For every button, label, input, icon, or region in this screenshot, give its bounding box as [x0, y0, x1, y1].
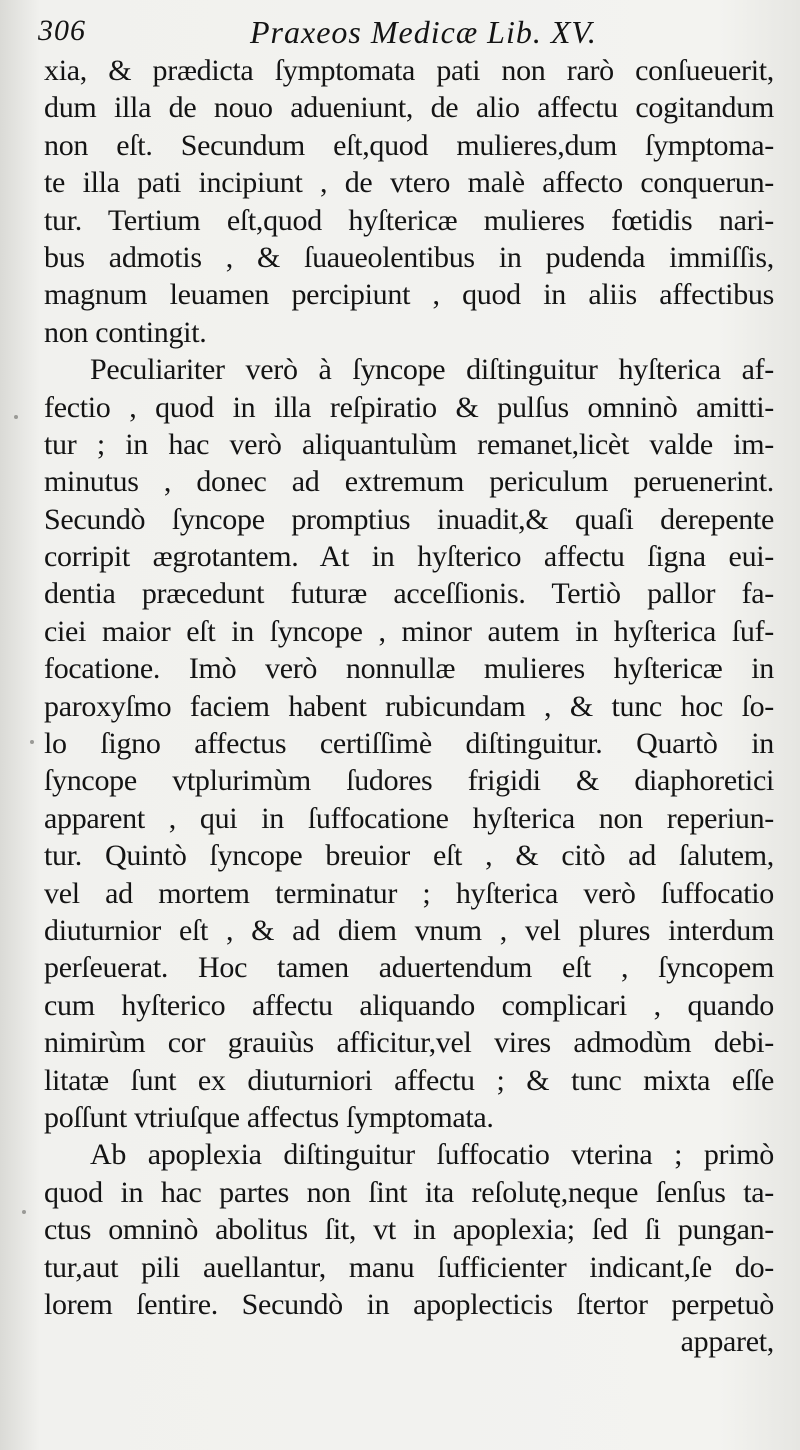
print-speck: [14, 415, 18, 419]
text-line: focatione. Imò verò nonnullæ mulieres hyſtericæ in: [44, 652, 774, 686]
text-line: dum illa de nouo adueniunt, de alio affectu cogitandum: [44, 91, 774, 125]
body-text: [44, 52, 774, 1361]
text-line: Ab apoplexia diſtinguitur ſuffocatio vterina ; primò: [90, 1138, 774, 1172]
text-line: diuturnior eſt , & ad diem vnum , vel plures interdum: [44, 913, 774, 947]
text-line: Peculiariter verò à ſyncope diſtinguitur hyſterica af-: [90, 353, 774, 387]
text-line: xia, & prædicta ſymptomata pati non rarò conſueuerit,: [44, 54, 774, 87]
text-line: tur,aut pili auellantur, manu ſufficienter indicant,ſe do-: [44, 1250, 774, 1284]
text-line: quod in hac partes non ſint ita reſolutę,neque ſenſus ta-: [44, 1175, 774, 1209]
page-header: [38, 14, 778, 54]
text-line: ciei maior eſt in ſyncope , minor autem in hyſterica ſuf-: [44, 614, 774, 648]
text-line: tur. Tertium eſt,quod hyſtericæ mulieres fœtidis nari-: [44, 203, 774, 237]
text-line: vel ad mortem terminatur ; hyſterica verò ſuffocatio: [44, 876, 774, 910]
text-line: non contingit.: [44, 315, 207, 349]
text-line: dentia præcedunt futuræ acceſſionis. Tertiò pallor fa-: [44, 577, 774, 611]
text-line: lo ſigno affectus certiſſimè diſtinguitur. Quartò in: [44, 727, 774, 761]
text-line: bus admotis , & ſuaueolentibus in pudenda immiſſis,: [44, 240, 774, 274]
text-line: perſeuerat. Hoc tamen aduertendum eſt , ſyncopem: [44, 951, 774, 985]
text-line: ctus omninò abolitus ſit, vt in apoplexia; ſed ſi pungan-: [44, 1213, 774, 1247]
text-line: lorem ſentire. Secundò in apoplecticis ſtertor perpetuò: [44, 1287, 774, 1321]
text-line: minutus , donec ad extremum periculum peruenerint.: [44, 465, 774, 499]
text-line: corripit ægrotantem. At in hyſterico affectu ſigna eui-: [44, 540, 774, 574]
text-line: litatæ ſunt ex diuturniori affectu ; & tunc mixta eſſe: [44, 1063, 774, 1097]
print-speck: [30, 740, 34, 744]
text-line: te illa pati incipiunt , de vtero malè affecto conquerun-: [44, 166, 774, 200]
text-line: ſyncope vtplurimùm ſudores frigidi & diaphoretici: [44, 764, 774, 798]
catchword: apparet,: [680, 1325, 774, 1359]
print-speck: [22, 1210, 26, 1214]
text-line: non eſt. Secundum eſt,quod mulieres,dum ſymptoma-: [44, 128, 774, 162]
text-line: nimirùm cor grauiùs afficitur,vel vires admodùm debi-: [44, 1026, 774, 1060]
text-line: poſſunt vtriuſque affectus ſymptomata.: [44, 1100, 494, 1134]
text-line: tur. Quintò ſyncope breuior eſt , & citò ad ſalutem,: [44, 839, 774, 873]
text-line: cum hyſterico affectu aliquando complicari , quando: [44, 988, 774, 1022]
text-line: Secundò ſyncope promptius inuadit,& quaſi derepente: [44, 502, 774, 536]
page-number: 306: [38, 14, 86, 47]
text-line: fectio , quod in illa reſpiratio & pulſus omninò amitti-: [44, 390, 774, 424]
text-line: apparent , qui in ſuffocatione hyſterica non reperiun-: [44, 801, 774, 835]
text-line: paroxyſmo faciem habent rubicundam , & tunc hoc ſo-: [44, 689, 774, 723]
text-line: magnum leuamen percipiunt , quod in aliis affectibus: [44, 278, 774, 312]
running-head: Praxeos Medicæ Lib. XV.: [250, 14, 597, 50]
text-line: tur ; in hac verò aliquantulùm remanet,licèt valde im-: [44, 427, 774, 461]
